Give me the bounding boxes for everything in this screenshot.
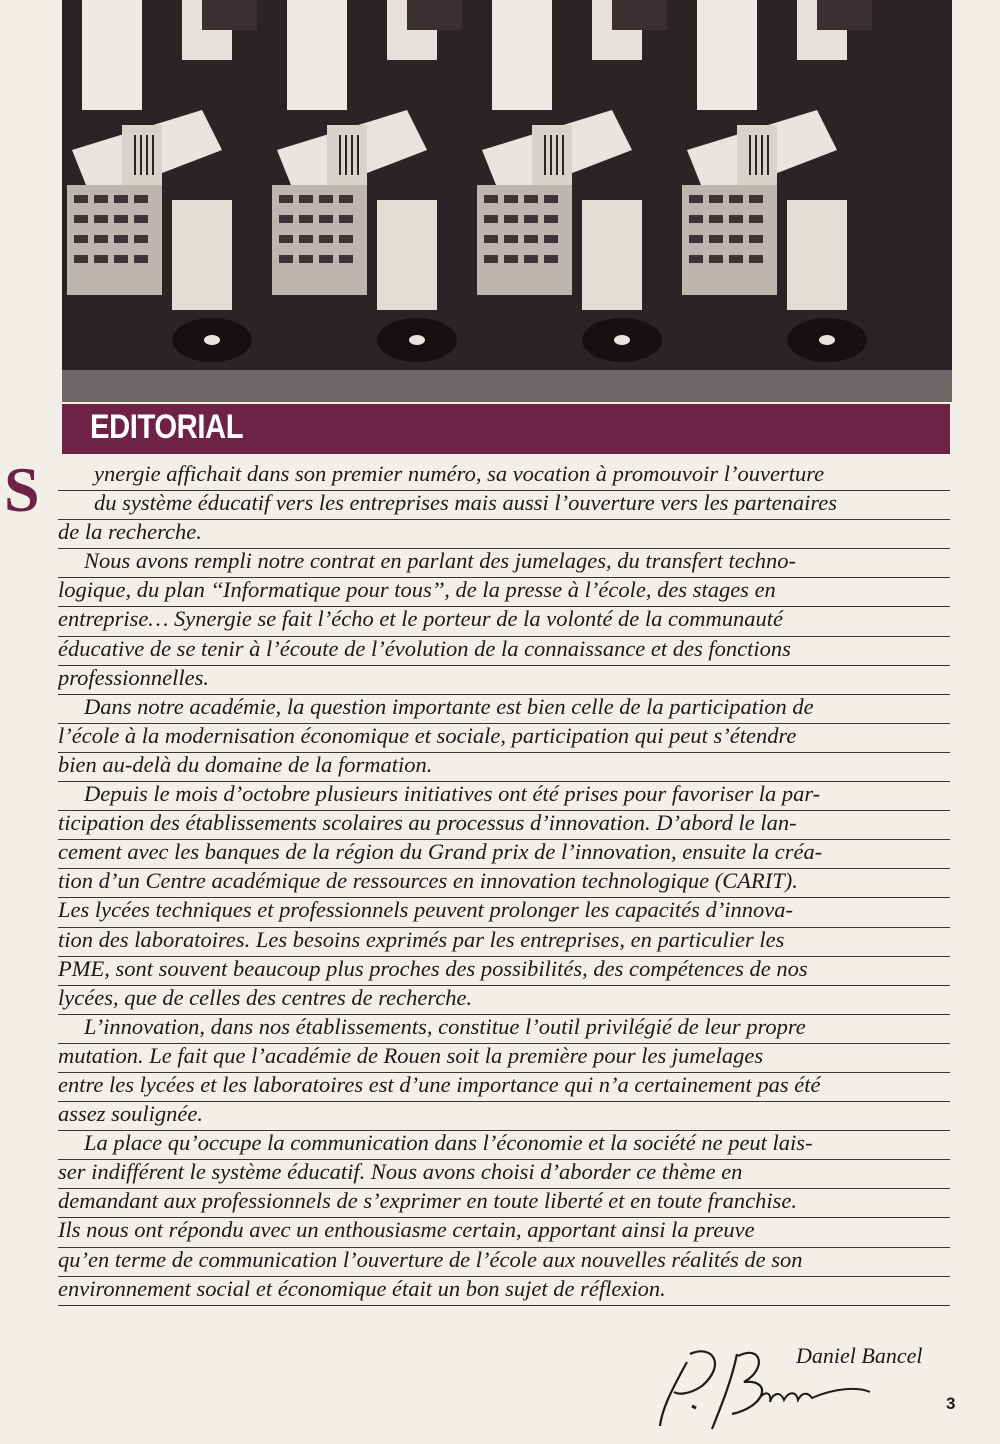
- header-photo: [62, 0, 952, 402]
- drop-cap: S: [4, 454, 40, 525]
- text-line: l’école à la modernisation économique et sociale, participation qui peut s’étendre: [58, 724, 950, 753]
- text-line: bien au-delà du domaine de la formation.: [58, 753, 950, 782]
- author-name: Daniel Bancel: [796, 1343, 923, 1368]
- text-line: éducative de se tenir à l’écoute de l’évolution de la connaissance et des fonctions: [58, 637, 950, 666]
- editorial-body: [58, 462, 950, 1306]
- text-line: Depuis le mois d’octobre plusieurs initiatives ont été prises pour favoriser la par-: [58, 782, 950, 811]
- text-line: tion d’un Centre académique de ressources en innovation technologique (CARIT).: [58, 869, 950, 898]
- text-line: Les lycées techniques et professionnels peuvent prolonger les capacités d’innova-: [58, 898, 950, 927]
- text-line: du système éducatif vers les entreprises mais aussi l’ouverture vers les partenaires: [58, 491, 950, 520]
- text-line: assez soulignée.: [58, 1102, 950, 1131]
- text-line: Ils nous ont répondu avec un enthousiasme certain, apportant ainsi la preuve: [58, 1218, 950, 1247]
- text-line: environnement social et économique était un bon sujet de réflexion.: [58, 1277, 950, 1306]
- text-line: ticipation des établissements scolaires au processus d’innovation. D’abord le lan-: [58, 811, 950, 840]
- text-line: tion des laboratoires. Les besoins exprimés par les entreprises, en particulier les: [58, 928, 950, 957]
- text-line: demandant aux professionnels de s’exprimer en toute liberté et en toute franchise.: [58, 1189, 950, 1218]
- text-line: ser indifférent le système éducatif. Nous avons choisi d’aborder ce thème en: [58, 1160, 950, 1189]
- text-line: entre les lycées et les laboratoires est d’une importance qui n’a certainement pas été: [58, 1073, 950, 1102]
- text-line: L’innovation, dans nos établissements, constitue l’outil privilégié de leur propre: [58, 1015, 950, 1044]
- computer-boards-photo: [62, 0, 952, 402]
- text-line: entreprise… Synergie se fait l’écho et le porteur de la volonté de la communauté: [58, 607, 950, 636]
- section-title: EDITORIAL: [90, 408, 244, 446]
- text-line: mutation. Le fait que l’académie de Rouen soit la première pour les jumelages: [58, 1044, 950, 1073]
- page-number: 3: [946, 1394, 956, 1413]
- text-line: de la recherche.: [58, 520, 950, 549]
- handwritten-signature: [632, 1334, 882, 1434]
- text-line: professionnelles.: [58, 666, 950, 695]
- text-line: lycées, que de celles des centres de recherche.: [58, 986, 950, 1015]
- text-line: Dans notre académie, la question importante est bien celle de la participation de: [58, 695, 950, 724]
- editorial-banner: [62, 404, 950, 454]
- text-line: PME, sont souvent beaucoup plus proches des possibilités, des compétences de nos: [58, 957, 950, 986]
- text-line: cement avec les banques de la région du Grand prix de l’innovation, ensuite la créa-: [58, 840, 950, 869]
- text-line: logique, du plan ‘‘Informatique pour tous’’, de la presse à l’école, des stages en: [58, 578, 950, 607]
- text-line: ynergie affichait dans son premier numéro, sa vocation à promouvoir l’ouverture: [58, 462, 950, 491]
- text-line: qu’en terme de communication l’ouverture de l’école aux nouvelles réalités de son: [58, 1248, 950, 1277]
- text-line: La place qu’occupe la communication dans l’économie et la société ne peut lais-: [58, 1131, 950, 1160]
- text-line: Nous avons rempli notre contrat en parlant des jumelages, du transfert techno-: [58, 549, 950, 578]
